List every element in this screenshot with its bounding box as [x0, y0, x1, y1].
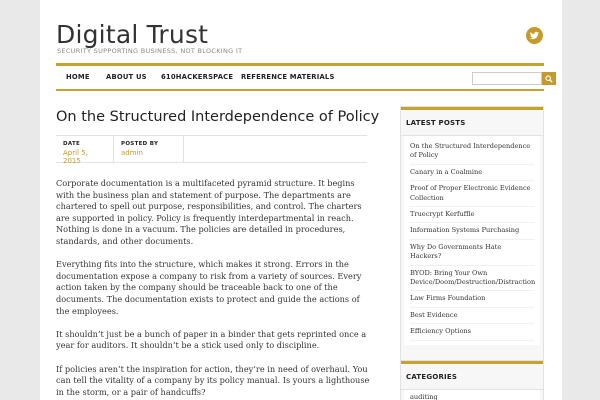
nav-610hackerspace[interactable]: 610HACKERSPACE: [161, 73, 234, 81]
twitter-button[interactable]: [526, 27, 543, 44]
latest-posts-title: LATEST POSTS: [401, 107, 543, 136]
latest-post-link[interactable]: On the Structured Interdependence of Policy: [410, 139, 534, 165]
categories-title: CATEGORIES: [401, 361, 543, 390]
latest-posts-list: [404, 136, 540, 345]
date-label: DATE: [63, 141, 81, 147]
post-meta: [56, 135, 367, 163]
site-title[interactable]: Digital Trust: [56, 20, 209, 49]
latest-post-link[interactable]: Canary in a Coalmine: [410, 165, 534, 181]
post-paragraph: If policies aren’t the inspiration for action, they’re in need of overhaul. You can tell the vitality of a company by its policy manual. Is yours a lighthouse in the storm, or a pair of handcuffs?: [56, 363, 370, 397]
latest-post-link[interactable]: Information Systems Purchasing: [410, 223, 534, 239]
date-link[interactable]: April 5, 2015: [63, 149, 88, 165]
post-content: [56, 178, 371, 400]
search-button[interactable]: [542, 72, 556, 85]
post-author: [114, 136, 184, 162]
nav-reference-materials[interactable]: REFERENCE MATERIALS: [241, 73, 335, 81]
search-input[interactable]: [472, 72, 542, 85]
latest-post-link[interactable]: Best Evidence: [410, 308, 534, 324]
latest-posts-widget: [400, 106, 544, 370]
main-navigation: [56, 63, 544, 91]
post-title[interactable]: On the Structured Interdependence of Policy: [56, 109, 380, 125]
search-icon: [545, 75, 553, 83]
page: [40, 0, 562, 400]
nav-about-us[interactable]: ABOUT US: [106, 73, 147, 81]
twitter-bird-icon: [529, 30, 540, 41]
latest-post-link[interactable]: BYOD: Bring Your Own Device/Doom/Destruction/Distraction: [410, 266, 534, 292]
category-link[interactable]: auditing: [410, 393, 438, 400]
site-tagline: SECURITY SUPPORTING BUSINESS, NOT BLOCKING IT: [57, 47, 243, 55]
latest-post-link[interactable]: Efficiency Options: [410, 324, 534, 340]
post-paragraph: Everything fits into the structure, which makes it strong. Errors in the documentation expose a company to risk from a variety of sources. Every action taken by the company should be traceable back to one of the documents. The documentation exists to protect and guide the actions of the employees.: [56, 259, 362, 316]
latest-post-link[interactable]: Law Firms Foundation: [410, 291, 534, 307]
latest-post-link[interactable]: Why Do Governments Hate Hackers?: [410, 240, 534, 266]
categories-widget: [400, 360, 544, 400]
nav-home[interactable]: HOME: [66, 73, 90, 81]
latest-post-link[interactable]: Truecrypt Kerfuffle: [410, 207, 534, 223]
post-paragraph: It shouldn’t just be a bunch of paper in a binder that gets reprinted once a year for auditors. It shouldn’t be a stick used only to discipline.: [56, 328, 367, 351]
posted-by-label: POSTED BY: [121, 141, 159, 147]
latest-post-link[interactable]: Proof of Proper Electronic Evidence Collection: [410, 181, 534, 207]
author-link[interactable]: admin: [121, 149, 143, 157]
post-paragraph: Corporate documentation is a multifaceted pyramid structure. It begins with the business plan and statement of purpose. The departments are chartered to spell out purpose, responsibilities, and control. The charters are supported in policy. Policy is frequently interdepartmental in reach. Nothing is done in a vacuum. The policies are detailed in procedures, standards, and other documents.: [56, 178, 362, 246]
categories-list: [404, 390, 540, 400]
post-date: [56, 136, 114, 165]
